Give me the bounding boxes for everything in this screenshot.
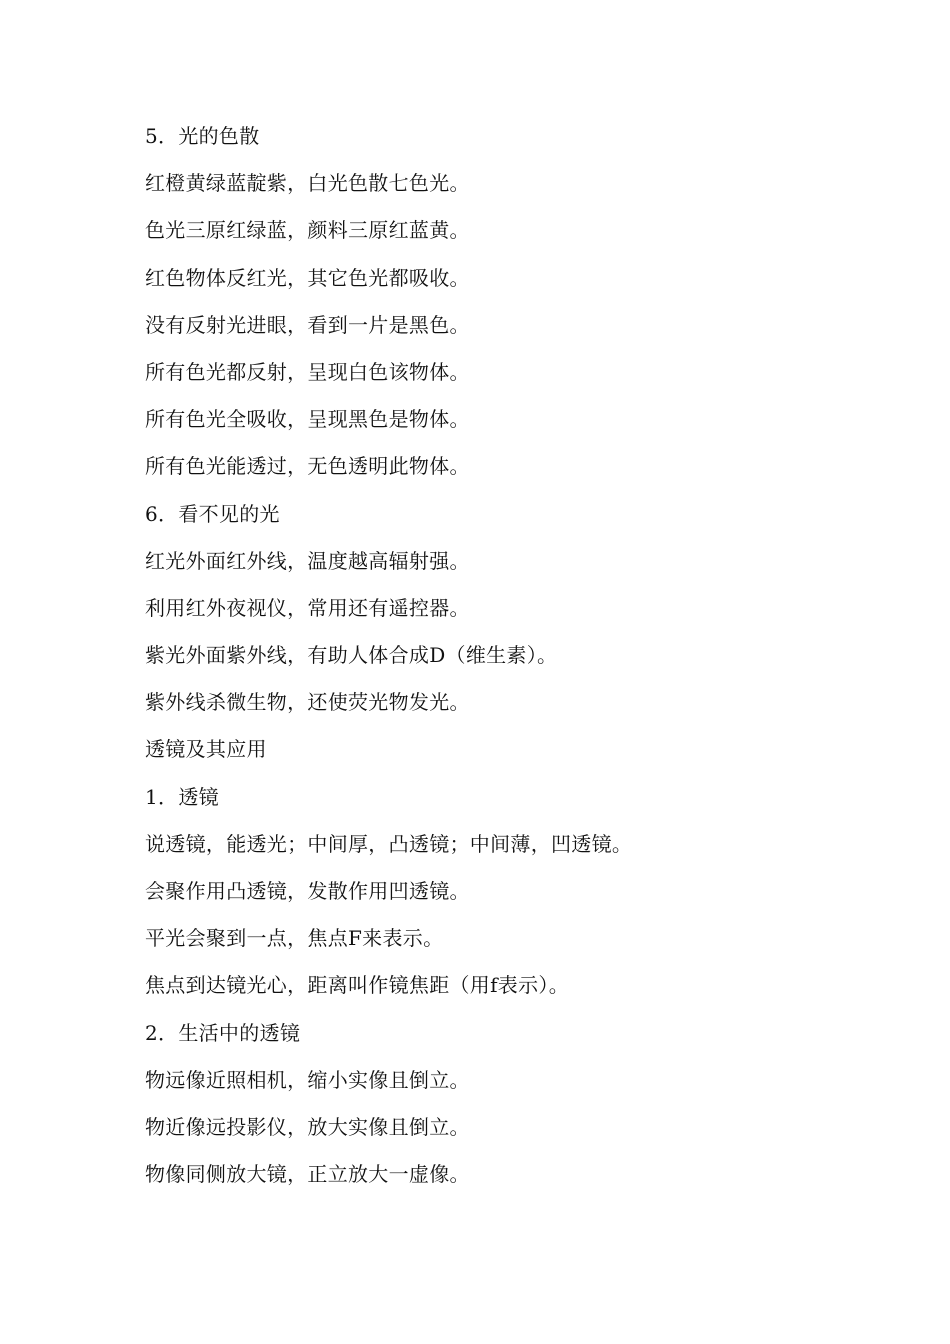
section-heading-lens: 1．透镜 [145, 784, 219, 809]
text-line: 所有色光能透过，无色透明此物体。 [145, 454, 470, 479]
section-heading-invisible-light: 6．看不见的光 [145, 501, 280, 526]
text-line: 所有色光全吸收，呈现黑色是物体。 [145, 407, 470, 432]
text-line: 紫外线杀微生物，还使荧光物发光。 [145, 690, 470, 715]
text-line: 物像同侧放大镜，正立放大一虚像。 [145, 1162, 470, 1187]
text-line: 物远像近照相机，缩小实像且倒立。 [145, 1067, 470, 1092]
text-line: 平光会聚到一点，焦点F来表示。 [145, 926, 444, 951]
text-line: 所有色光都反射，呈现白色该物体。 [145, 359, 470, 384]
text-line: 说透镜，能透光；中间厚，凸透镜；中间薄，凹透镜。 [145, 831, 633, 856]
chapter-heading-lenses: 透镜及其应用 [145, 737, 267, 762]
text-line: 没有反射光进眼，看到一片是黑色。 [145, 312, 470, 337]
text-line: 利用红外夜视仪，常用还有遥控器。 [145, 595, 470, 620]
text-line: 红橙黄绿蓝靛紫，白光色散七色光。 [145, 171, 470, 196]
text-line: 会聚作用凸透镜，发散作用凹透镜。 [145, 879, 470, 903]
document-body [145, 119, 905, 1204]
text-line: 红光外面红外线，温度越高辐射强。 [145, 548, 470, 573]
section-heading-dispersion: 5．光的色散 [145, 124, 260, 148]
text-line: 物近像远投影仪，放大实像且倒立。 [145, 1114, 470, 1139]
section-heading-lenses-in-life: 2．生活中的透镜 [145, 1020, 301, 1045]
text-line: 红色物体反红光，其它色光都吸收。 [145, 265, 470, 290]
text-line: 色光三原红绿蓝，颜料三原红蓝黄。 [145, 218, 470, 243]
text-line: 紫光外面紫外线，有助人体合成D（维生素）。 [145, 643, 558, 668]
text-line: 焦点到达镜光心，距离叫作镜焦距（用f表示）。 [145, 973, 570, 998]
